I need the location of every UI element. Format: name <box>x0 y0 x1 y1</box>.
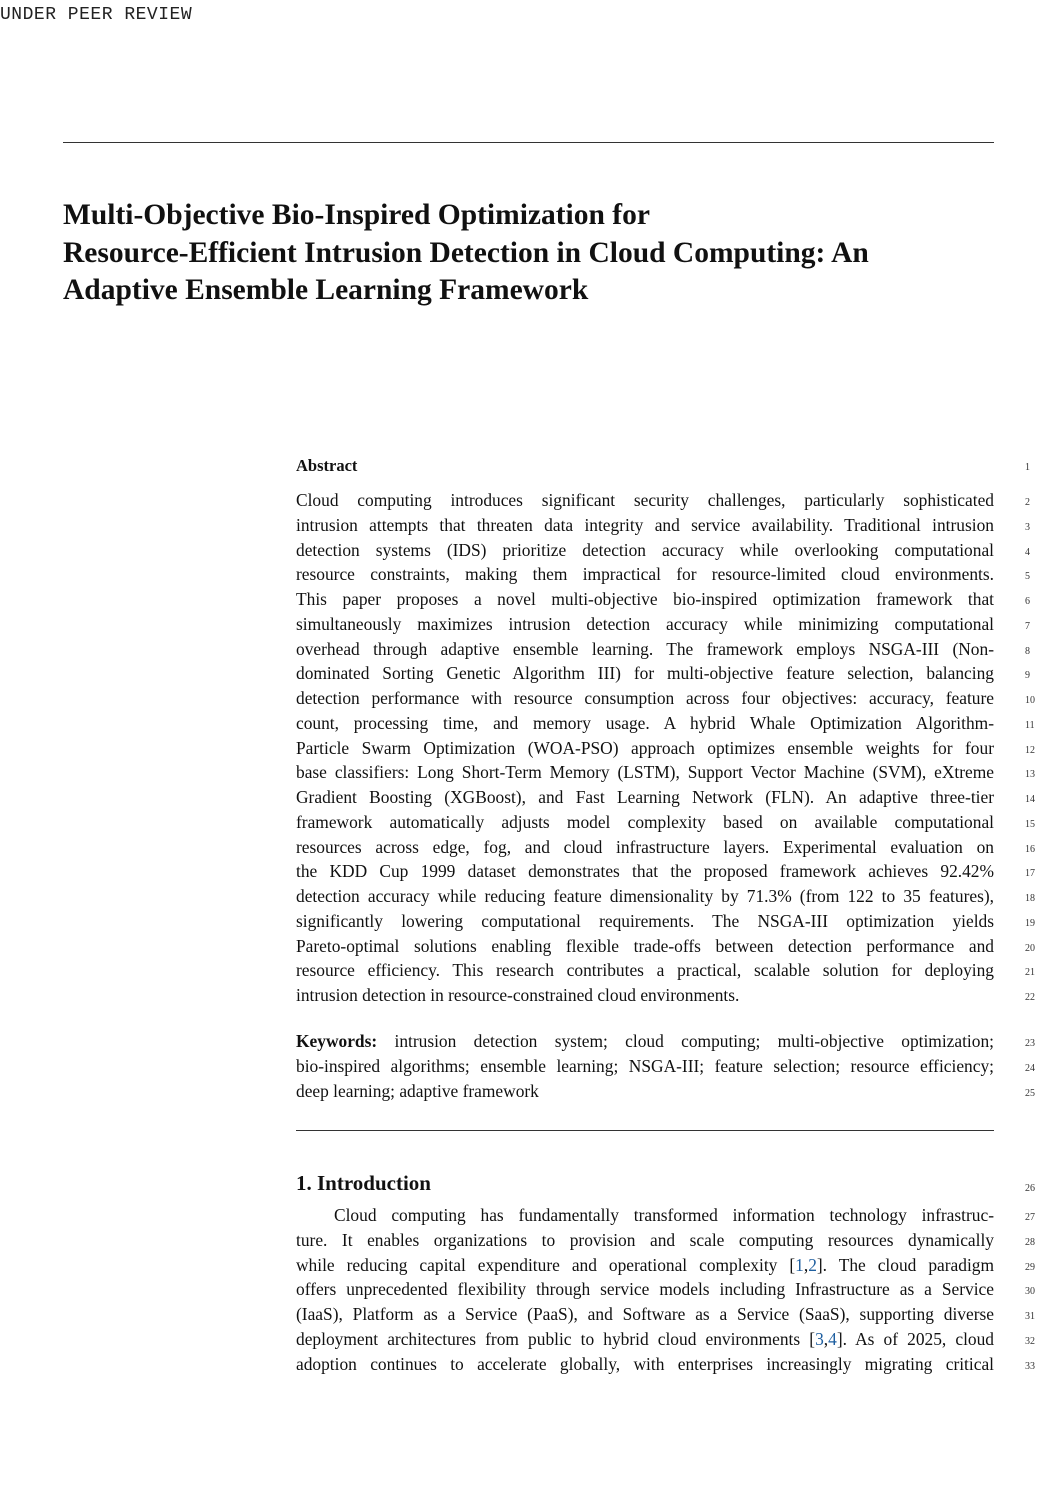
text-line <box>296 1277 1035 1302</box>
line-number: 23 <box>1025 1038 1035 1049</box>
line-number: 6 <box>1025 596 1030 607</box>
line-number: 29 <box>1025 1261 1035 1273</box>
text-segment: , <box>803 1254 809 1275</box>
abstract-heading: Abstract <box>296 456 358 475</box>
line-text: simultaneously maximizes intrusion detection accuracy while minimizing computational <box>296 613 994 634</box>
line-text: resource efficiency. This research contributes a practical, scalable solution for deploying <box>296 960 994 981</box>
line-number: 16 <box>1025 843 1035 855</box>
line-number: 12 <box>1025 744 1035 756</box>
line-number: 22 <box>1025 992 1035 1003</box>
text-line <box>296 1352 1035 1377</box>
line-text: resource constraints, making them impractical for resource-limited cloud environments. <box>296 564 994 585</box>
line-number: 31 <box>1025 1311 1035 1322</box>
line-number: 21 <box>1025 967 1035 979</box>
line-text: significantly lowering computational requirements. The NSGA-III optimization yields <box>296 910 994 931</box>
line-number: 13 <box>1025 769 1035 781</box>
line-number: 8 <box>1025 645 1030 657</box>
line-text: the KDD Cup 1999 dataset demonstrates that the proposed framework achieves 92.42% <box>296 861 994 882</box>
line-number: 33 <box>1025 1360 1035 1372</box>
line-number: 2 <box>1025 497 1030 508</box>
line-number: 17 <box>1025 868 1035 880</box>
citation-link[interactable]: 4 <box>828 1328 837 1349</box>
line-text: Particle Swarm Optimization (WOA-PSO) approach optimizes ensemble weights for four <box>296 737 994 758</box>
text-segment: while reducing capital expenditure and operational complexity [ <box>296 1254 796 1275</box>
line-text: detection systems (IDS) prioritize detection accuracy while overlooking computational <box>296 539 994 560</box>
abstract-body <box>296 488 1035 1008</box>
line-number: 30 <box>1025 1286 1035 1298</box>
text-segment: Cloud computing has fundamentally transformed information technology infrastruc- <box>334 1205 994 1225</box>
keywords <box>296 1029 1035 1103</box>
line-number: 25 <box>1025 1087 1035 1099</box>
line-text: intrusion attempts that threaten data integrity and service availability. Traditional intrusion <box>296 514 994 535</box>
text-segment: , <box>823 1328 829 1349</box>
line-number: 28 <box>1025 1236 1035 1248</box>
text-line <box>296 810 1035 835</box>
review-watermark: UNDER PEER REVIEW <box>0 5 193 25</box>
line-text: overhead through adaptive ensemble learning. The framework employs NSGA-III (Non- <box>296 638 994 659</box>
text-line <box>296 983 1035 1008</box>
section-heading: 1. Introduction <box>296 1171 431 1195</box>
text-line <box>296 612 1030 637</box>
line-number: 19 <box>1025 917 1035 929</box>
citation-link[interactable]: 3 <box>815 1328 824 1349</box>
citation-link[interactable]: 1 <box>795 1254 804 1275</box>
text-line <box>296 488 1030 513</box>
text-line <box>296 538 1030 563</box>
line-number: 26 <box>1025 1183 1035 1194</box>
text-line <box>296 934 1035 959</box>
text-line <box>296 1253 1035 1278</box>
line-number: 15 <box>1025 818 1035 830</box>
line-number: 7 <box>1025 620 1030 632</box>
line-text: base classifiers: Long Short-Term Memory (LSTM), Support Vector Machine (SVM), eXtreme <box>296 762 994 783</box>
text-line <box>296 1327 1035 1352</box>
line-number: 18 <box>1025 893 1035 904</box>
line-text: bio-inspired algorithms; ensemble learning; NSGA-III; feature selection; resource efficiency; <box>296 1055 994 1076</box>
text-segment: ture. It enables organizations to provision and scale computing resources dynamically <box>296 1229 994 1250</box>
text-line <box>296 1302 1035 1327</box>
line-text: framework automatically adjusts model complexity based on available computational <box>296 811 994 832</box>
abstract-heading-row <box>296 453 1030 478</box>
keywords-label: Keywords: <box>296 1031 378 1051</box>
text-segment: (IaaS), Platform as a Service (PaaS), and Software as a Service (SaaS), supporting diverse <box>296 1304 994 1324</box>
text-segment: ]. As of 2025, cloud <box>836 1328 994 1349</box>
line-number: 24 <box>1025 1062 1035 1074</box>
text-line <box>296 760 1035 785</box>
line-number: 10 <box>1025 695 1035 706</box>
text-line <box>296 711 1035 736</box>
title-line: Multi-Objective Bio-Inspired Optimization for <box>63 199 650 231</box>
text-line <box>296 1228 1035 1253</box>
text-line <box>296 562 1030 587</box>
text-line <box>296 513 1030 538</box>
line-text: count, processing time, and memory usage. A hybrid Whale Optimization Algorithm- <box>296 712 994 733</box>
text-line <box>296 859 1035 884</box>
text-line <box>296 1079 1035 1104</box>
text-line <box>296 835 1035 860</box>
line-text: Pareto-optimal solutions enabling flexible trade-offs between detection performance and <box>296 935 994 956</box>
citation-link[interactable]: 2 <box>808 1254 817 1275</box>
text-line <box>296 1029 1035 1054</box>
text-line <box>296 1054 1035 1079</box>
text-segment: ]. The cloud paradigm <box>816 1254 994 1275</box>
line-text: This paper proposes a novel multi-objective bio-inspired optimization framework that <box>296 589 994 609</box>
text-line <box>296 909 1035 934</box>
text-line <box>296 1203 1035 1228</box>
text-line <box>296 736 1035 761</box>
text-line <box>296 785 1035 810</box>
line-number: 32 <box>1025 1335 1035 1347</box>
line-text: detection accuracy while reducing feature dimensionality by 71.3% (from 122 to 35 features), <box>296 886 994 906</box>
line-text: dominated Sorting Genetic Algorithm III) for multi-objective feature selection, balancing <box>296 663 994 684</box>
text-segment: offers unprecedented flexibility through service models including Infrastructure as a Service <box>296 1279 994 1300</box>
line-text: intrusion detection system; cloud computing; multi-objective optimization; <box>394 1031 994 1051</box>
line-text: intrusion detection in resource-constrained cloud environments. <box>296 985 740 1005</box>
text-line <box>296 686 1035 711</box>
line-text: detection performance with resource consumption across four objectives: accuracy, feature <box>296 688 994 708</box>
line-number: 14 <box>1025 794 1035 805</box>
line-text: deep learning; adaptive framework <box>296 1080 539 1101</box>
line-number: 3 <box>1025 521 1030 533</box>
line-text: resources across edge, fog, and cloud infrastructure layers. Experimental evaluation on <box>296 836 994 857</box>
text-line <box>296 958 1035 983</box>
title-line: Adaptive Ensemble Learning Framework <box>63 274 589 306</box>
introduction-body <box>296 1203 1035 1376</box>
text-line <box>296 637 1030 662</box>
line-number: 20 <box>1025 942 1035 954</box>
top-rule <box>63 142 994 143</box>
text-line <box>296 661 1030 686</box>
section-rule <box>296 1130 994 1131</box>
line-number: 27 <box>1025 1212 1035 1223</box>
text-segment: deployment architectures from public to hybrid cloud environments [ <box>296 1328 816 1349</box>
text-line <box>296 884 1035 909</box>
line-text: Gradient Boosting (XGBoost), and Fast Learning Network (FLN). An adaptive three-tier <box>296 787 994 807</box>
line-number: 1 <box>1025 462 1030 473</box>
line-text: Cloud computing introduces significant security challenges, particularly sophisticated <box>296 490 994 510</box>
line-number: 5 <box>1025 571 1030 583</box>
line-number: 11 <box>1025 719 1035 731</box>
introduction-heading-row <box>296 1171 1035 1196</box>
text-line <box>296 587 1030 612</box>
paper-title <box>63 197 1003 310</box>
line-number: 4 <box>1025 546 1030 558</box>
title-line: Resource-Efficient Intrusion Detection in Cloud Computing: An <box>63 236 869 269</box>
line-number: 9 <box>1025 670 1030 682</box>
text-segment: adoption continues to accelerate globally, with enterprises increasingly migrating critical <box>296 1353 994 1374</box>
